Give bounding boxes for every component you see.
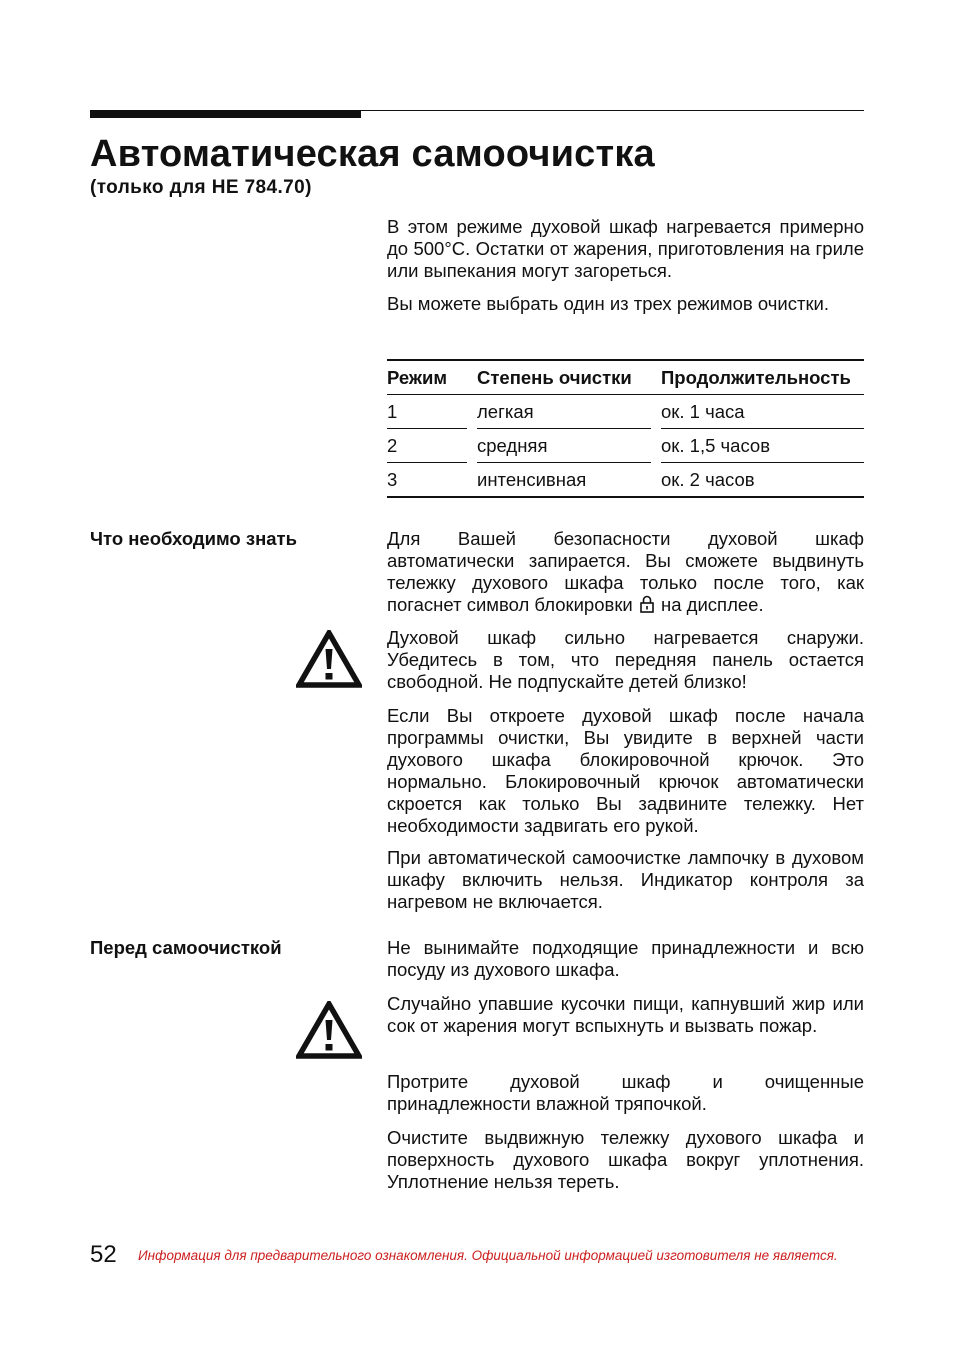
table-gap [467, 395, 477, 429]
table-gap [651, 463, 661, 498]
page-title: Автоматическая самоочистка [90, 133, 655, 175]
table-gap [651, 429, 661, 463]
table-gap [467, 360, 477, 395]
table-cell-mode: 2 [387, 429, 467, 463]
before-paragraph-1: Не вынимайте подходящие принадлежности и всю посуду из духового шкафа. [387, 937, 864, 980]
know-paragraph-2: Духовой шкаф сильно нагревается снаружи. Убедитесь в том, что передняя панель остается свободной. Не подпускайте детей близко! [387, 627, 864, 692]
section-heading-what-to-know: Что необходимо знать [90, 528, 297, 549]
table-row [387, 395, 864, 429]
table-header-mode: Режим [387, 360, 467, 395]
table-gap [651, 360, 661, 395]
warning-triangle-icon [296, 630, 362, 688]
know-paragraph-1 [387, 528, 864, 616]
table-cell-duration: ок. 1,5 часов [661, 429, 864, 463]
before-paragraph-3: Протрите духовой шкаф и очищенные принадлежности влажной тряпочкой. [387, 1071, 864, 1114]
table-cell-duration: ок. 1 часа [661, 395, 864, 429]
table-gap [467, 429, 477, 463]
lock-icon [640, 595, 654, 613]
know-paragraph-4: При автоматической самоочистке лампочку в духовом шкафу включить нельзя. Индикатор контроля за нагревом не включается. [387, 847, 864, 912]
table-cell-duration: ок. 2 часов [661, 463, 864, 498]
table-cell-mode: 1 [387, 395, 467, 429]
table-cell-degree: легкая [477, 395, 651, 429]
page-number: 52 [90, 1241, 117, 1268]
before-paragraph-2: Случайно упавшие кусочки пищи, капнувший жир или сок от жарения могут вспыхнуть и вызвать пожар. [387, 993, 864, 1036]
know-paragraph-1-tail: на дисплее. [661, 594, 764, 615]
intro-paragraph-1: В этом режиме духовой шкаф нагревается примерно до 500°С. Остатки от жарения, приготовления на гриле или выпекания могут загореться. [387, 216, 864, 281]
know-paragraph-3: Если Вы откроете духовой шкаф после начала программы очистки, Вы увидите в верхней части духового шкафа блокировочной крючок. Это нормально. Блокировочный крючок автоматически скроется как только Вы задвините тележку. Нет необходимости задвигать его рукой. [387, 705, 864, 836]
before-paragraph-4: Очистите выдвижную тележку духового шкафа и поверхность духового шкафа вокруг уплотнения. Уплотнение нельзя тереть. [387, 1127, 864, 1192]
warning-triangle-icon [296, 1001, 362, 1059]
table-gap [651, 395, 661, 429]
cleaning-modes-table [387, 359, 864, 498]
table-cell-mode: 3 [387, 463, 467, 498]
section-heading-before-cleaning: Перед самоочисткой [90, 937, 282, 958]
footer-disclaimer: Информация для предварительного ознакомления. Официальной информацией изготовителя не является. [138, 1248, 838, 1263]
table-gap [467, 463, 477, 498]
header-rule-accent [90, 110, 361, 118]
table-cell-degree: интенсивная [477, 463, 651, 498]
intro-paragraph-2: Вы можете выбрать один из трех режимов очистки. [387, 293, 830, 314]
table-header-degree: Степень очистки [477, 360, 651, 395]
table-header-row [387, 360, 864, 395]
table-row [387, 429, 864, 463]
table-header-duration: Продолжительность [661, 360, 864, 395]
page-subtitle: (только для HE 784.70) [90, 177, 312, 198]
table-row [387, 463, 864, 498]
table-cell-degree: средняя [477, 429, 651, 463]
know-paragraph-1-text: Для Вашей безопасности духовой шкаф автоматически запирается. Вы сможете выдвинуть тележку духового шкафа только после того, как погаснет символ блокировки [387, 528, 864, 615]
